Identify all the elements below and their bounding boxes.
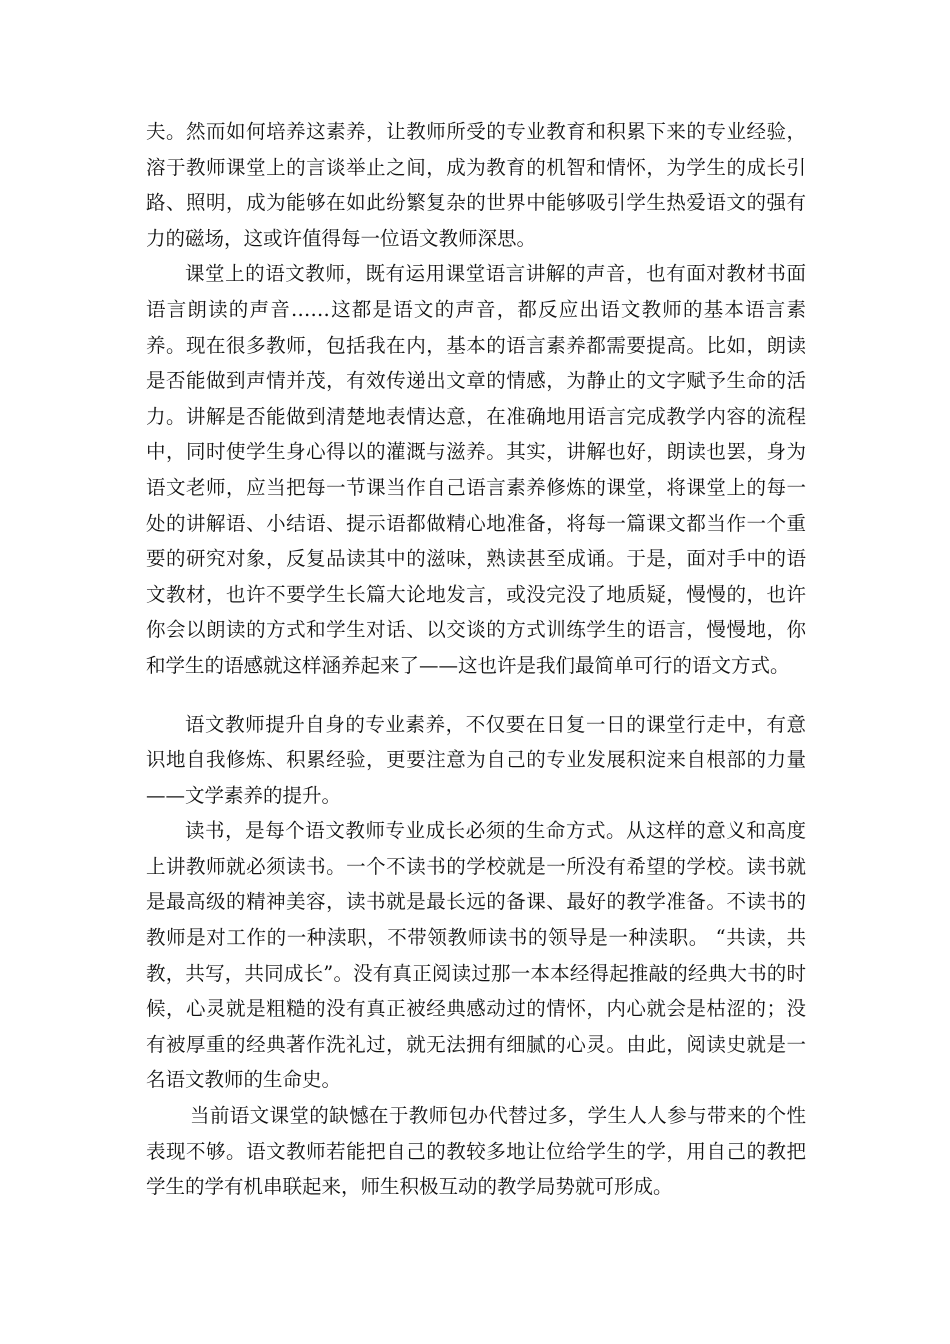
paragraph-classroom-voice: 课堂上的语文教师，既有运用课堂语言讲解的声音，也有面对教材书面语言朗读的声音……这都是语文的声音，都反应出语文教师的基本语言素养。现在很多教师，包括我在内，基本的语言素养都需要提高。比如，朗读是否能做到声情并茂，有效传递出文章的情感，为静止的文字赋予生命的活力。讲解是否能做到清楚地表情达意，在准确地用语言完成教学内容的流程中，同时使学生身心得以的灌溉与滋养。其实，讲解也好，朗读也罢，身为语文老师，应当把每一节课当作自己语言素养修炼的课堂，将课堂上的每一处的讲解语、小结语、提示语都做精心地准备，将每一篇课文都当作一个重要的研究对象，反复品读其中的滋味，熟读甚至成诵。于是，面对手中的语文教材，也许不要学生长篇大论地发言，或没完没了地质疑，慢慢的，也许你会以朗读的方式和学生对话、以交谈的方式训练学生的语言，慢慢地，你和学生的语感就这样涵养起来了——这也许是我们最简单可行的语文方式。 [146, 262, 806, 677]
paragraph-literary-literacy: 语文教师提升自身的专业素养，不仅要在日复一日的课堂行走中，有意识地自我修炼、积累经验，更要注意为自己的专业发展积淀来自根部的力量——文学素养的提升。 [146, 712, 806, 807]
paragraph-classroom-shortcoming: 当前语文课堂的缺憾在于教师包办代替过多，学生人人参与带来的个性表现不够。语文教师若能把自己的教较多地让位给学生的学，用自己的教把学生的学有机串联起来，师生积极互动的教学局势就可形成。 [146, 1104, 806, 1199]
paragraph-reading: 读书，是每个语文教师专业成长必须的生命方式。从这样的意义和高度上讲教师就必须读书。一个不读书的学校就是一所没有希望的学校。读书就是最高级的精神美容，读书就是最长远的备课、最好的教学准备。不读书的教师是对工作的一种渎职，不带领教师读书的领导是一种渎职。 “共读，共教，共写，共同成长”。没有真正阅读过那一本本经得起推敲的经典大书的时候，心灵就是粗糙的没有真正被经典感动过的情怀，内心就会是枯涩的；没有被厚重的经典著作洗礼过，就无法拥有细腻的心灵。由此，阅读史就是一名语文教师的生命史。 [146, 819, 806, 1092]
document-page [146, 114, 806, 1205]
paragraph-continuation: 夫。然而如何培养这素养，让教师所受的专业教育和积累下来的专业经验，溶于教师课堂上的言谈举止之间，成为教育的机智和情怀，为学生的成长引路、照明，成为能够在如此纷繁复杂的世界中能够吸引学生热爱语文的强有力的磁场，这或许值得每一位语文教师深思。 [146, 120, 806, 250]
